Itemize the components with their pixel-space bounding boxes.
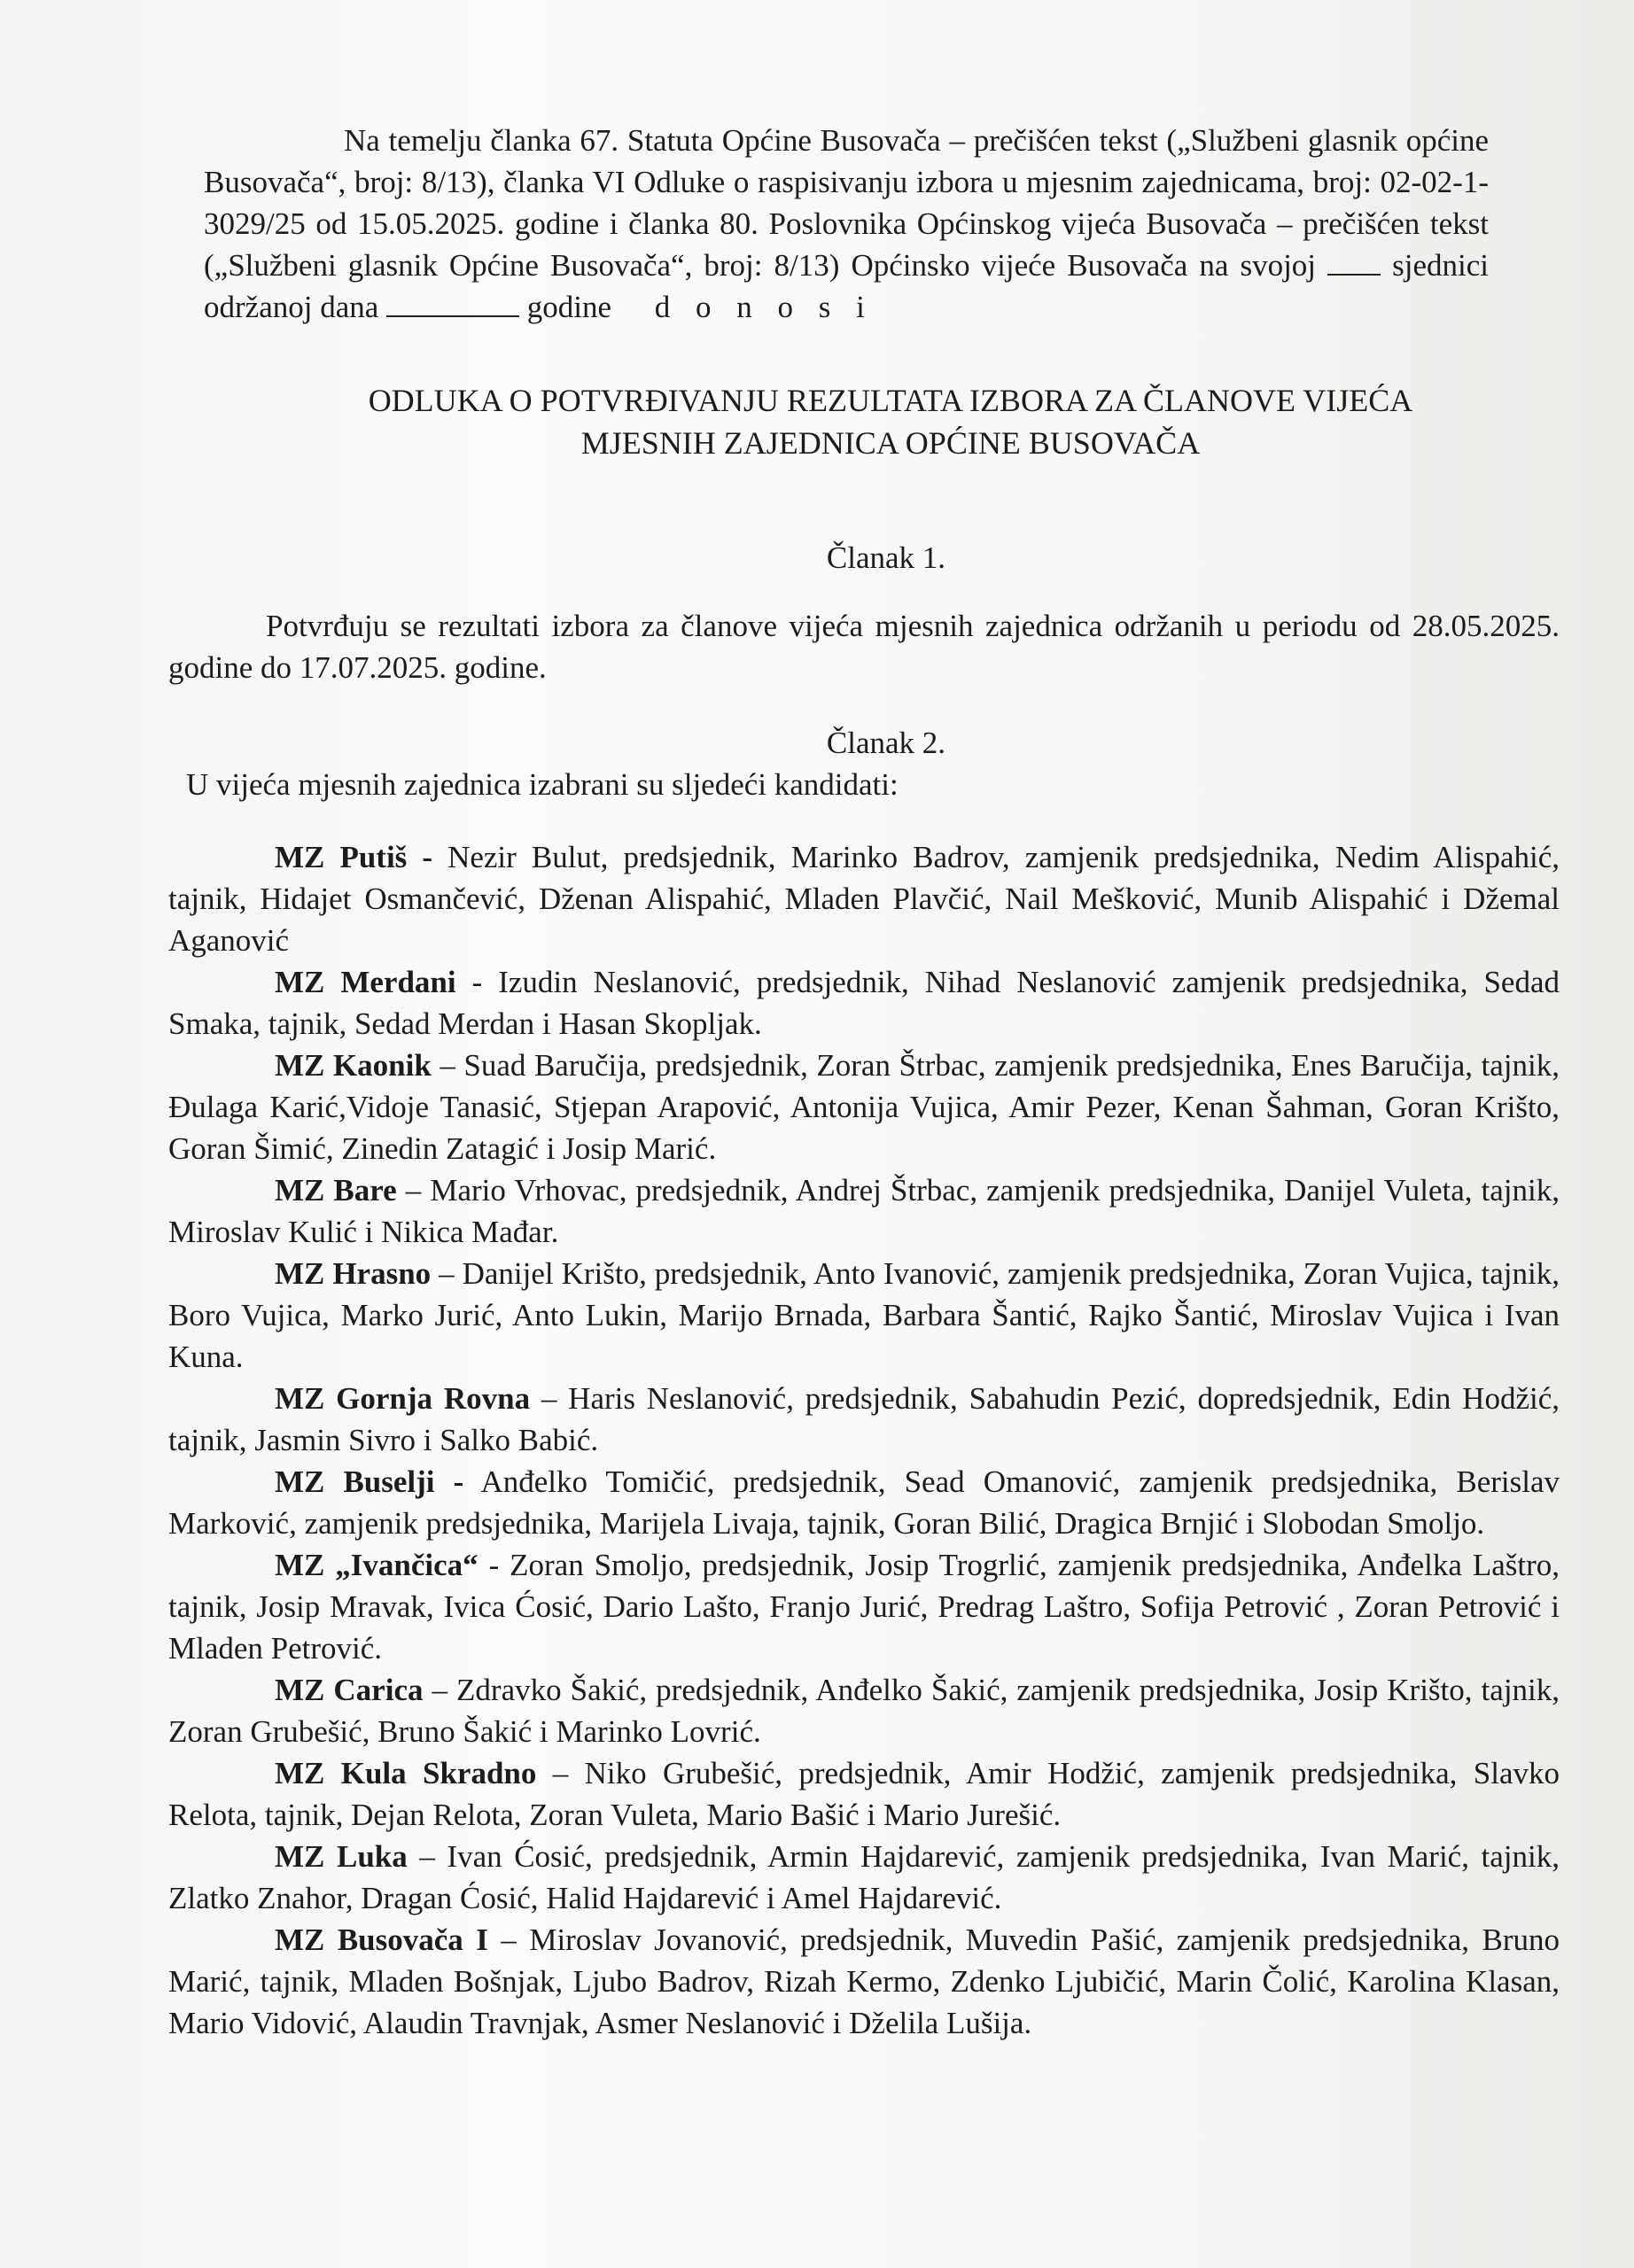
mz-members: – Mario Vrhovac, predsjednik, Andrej Štrbac, zamjenik predsjednika, Danijel Vuleta, tajnik, Miroslav Kulić i Nikica Mađar.	[168, 1173, 1560, 1249]
list-item	[168, 1919, 1560, 2044]
list-item	[168, 1752, 1560, 1836]
list-item	[168, 1253, 1560, 1378]
mz-members: – Danijel Krišto, predsjednik, Anto Ivanović, zamjenik predsjednika, Zoran Vujica, tajnik, Boro Vujica, Marko Jurić, Anto Lukin, Marijo Brnada, Barbara Šantić, Rajko Šantić, Miroslav Vujica i Ivan Kuna.	[168, 1256, 1560, 1374]
mz-name: MZ „Ivančica“	[275, 1548, 479, 1582]
mz-name: MZ Luka	[275, 1839, 408, 1874]
list-item	[168, 1045, 1560, 1169]
mz-list	[168, 836, 1560, 2044]
article-1-heading: Članak 1.	[826, 540, 946, 575]
list-item	[168, 961, 1560, 1045]
list-item	[168, 1669, 1560, 1752]
mz-members: Anđelko Tomičić, predsjednik, Sead Omanović, zamjenik predsjednika, Berislav Marković, zamjenik predsjednika, Marijela Livaja, tajnik, Goran Bilić, Dragica Brnjić i Slobodan Smoljo.	[168, 1464, 1560, 1541]
mz-members: – Zdravko Šakić, predsjednik, Anđelko Šakić, zamjenik predsjednika, Josip Krišto, tajnik, Zoran Grubešić, Bruno Šakić i Marinko Lovrić.	[168, 1673, 1560, 1749]
mz-members: - Izudin Neslanović, predsjednik, Nihad Neslanović zamjenik predsjednika, Sedad Smaka, tajnik, Sedad Merdan i Hasan Skopljak.	[168, 965, 1560, 1041]
mz-name: MZ Buselji -	[275, 1464, 464, 1499]
mz-name: MZ Hrasno	[275, 1256, 432, 1291]
list-item	[168, 1544, 1560, 1669]
mz-members: – Ivan Ćosić, predsjednik, Armin Hajdarević, zamjenik predsjednika, Ivan Marić, tajnik, Zlatko Znahor, Dragan Ćosić, Halid Hajdarević i Amel Hajdarević.	[168, 1839, 1560, 1915]
intro-paragraph	[168, 120, 1560, 328]
article-2-heading: Članak 2.	[826, 726, 946, 760]
mz-name: MZ Kaonik	[275, 1048, 432, 1083]
list-item	[168, 836, 1560, 961]
intro-text-end: godine	[526, 290, 612, 324]
mz-members: – Suad Baručija, predsjednik, Zoran Štrbac, zamjenik predsjednika, Enes Baručija, tajnik, Đulaga Karić,Vidoje Tanasić, Stjepan Arapović, Antonija Vujica, Amir Pezer, Kenan Šahman, Goran Krišto, Goran Šimić, Zinedin Zatagić i Josip Marić.	[168, 1048, 1560, 1166]
decision-title-line-1: ODLUKA O POTVRĐIVANJU REZULTATA IZBORA ZA ČLANOVE VIJEĆA	[368, 383, 1413, 418]
mz-members: Nezir Bulut, predsjednik, Marinko Badrov, zamjenik predsjednika, Nedim Alispahić, tajnik, Hidajet Osmančević, Dženan Alispahić, Mladen Plavčić, Nail Mešković, Munib Alispahić i Džemal Aganović	[168, 840, 1560, 958]
mz-name: MZ Putiš -	[275, 840, 433, 874]
session-date-blank	[386, 291, 519, 317]
article-2-lead: U vijeća mjesnih zajednica izabrani su sljedeći kandidati:	[186, 767, 899, 802]
intro-text: Na temelju članka 67. Statuta Općine Busovača – prečišćen tekst („Službeni glasnik općine Busovača“, broj: 8/13), članka VI Odluke o raspisivanju izbora u mjesnim zajednicama, broj: 02-02-1-3029/25 od 15.05.2025. godine i članka 80. Poslovnika Općinskog vijeća Busovača – prečišćen tekst („Službeni glasnik Općine Busovača“, broj: 8/13) Općinsko vijeće Busovača na svojoj	[204, 123, 1489, 283]
session-number-blank	[1327, 249, 1381, 276]
list-item	[168, 1169, 1560, 1253]
mz-name: MZ Bare	[275, 1173, 397, 1208]
mz-members: – Haris Neslanović, predsjednik, Sabahudin Pezić, dopredsjednik, Edin Hodžić, tajnik, Jasmin Sivro i Salko Babić.	[168, 1381, 1560, 1457]
decision-title-line-2: MJESNIH ZAJEDNICA OPĆINE BUSOVAČA	[580, 425, 1201, 461]
list-item	[168, 1836, 1560, 1919]
list-item	[168, 1378, 1560, 1461]
mz-members: – Miroslav Jovanović, predsjednik, Muvedin Pašić, zamjenik predsjednika, Bruno Marić, tajnik, Mladen Bošnjak, Ljubo Badrov, Rizah Kermo, Zdenko Ljubičić, Marin Čolić, Karolina Klasan, Mario Vidović, Alaudin Travnjak, Asmer Neslanović i Dželila Lušija.	[168, 1922, 1560, 2040]
intro-text-middle: sjednici održanoj dana	[204, 248, 1489, 324]
article-1-text: Potvrđuju se rezultati izbora za članove vijeća mjesnih zajednica održanih u periodu od 28.05.2025. godine do 17.07.2025. godine.	[168, 609, 1560, 685]
mz-name: MZ Gornja Rovna	[275, 1381, 531, 1416]
decision-title	[168, 379, 1560, 464]
mz-members: – Niko Grubešić, predsjednik, Amir Hodžić, zamjenik predsjednika, Slavko Relota, tajnik, Dejan Relota, Zoran Vuleta, Mario Bašić i Mario Jurešić.	[168, 1756, 1560, 1832]
list-item	[168, 1461, 1560, 1544]
mz-name: MZ Kula Skradno	[275, 1756, 537, 1790]
mz-name: MZ Carica	[275, 1673, 424, 1707]
document-body	[168, 89, 1560, 2044]
mz-name: MZ Merdani	[275, 965, 456, 999]
mz-name: MZ Busovača I	[275, 1922, 488, 1957]
intro-verb: d o n o s i	[654, 290, 874, 324]
mz-members: - Zoran Smoljo, predsjednik, Josip Trogrlić, zamjenik predsjednika, Anđelka Laštro, tajnik, Josip Mravak, Ivica Ćosić, Dario Lašto, Franjo Jurić, Predrag Laštro, Sofija Petrović , Zoran Petrović i Mladen Petrović.	[168, 1548, 1560, 1666]
